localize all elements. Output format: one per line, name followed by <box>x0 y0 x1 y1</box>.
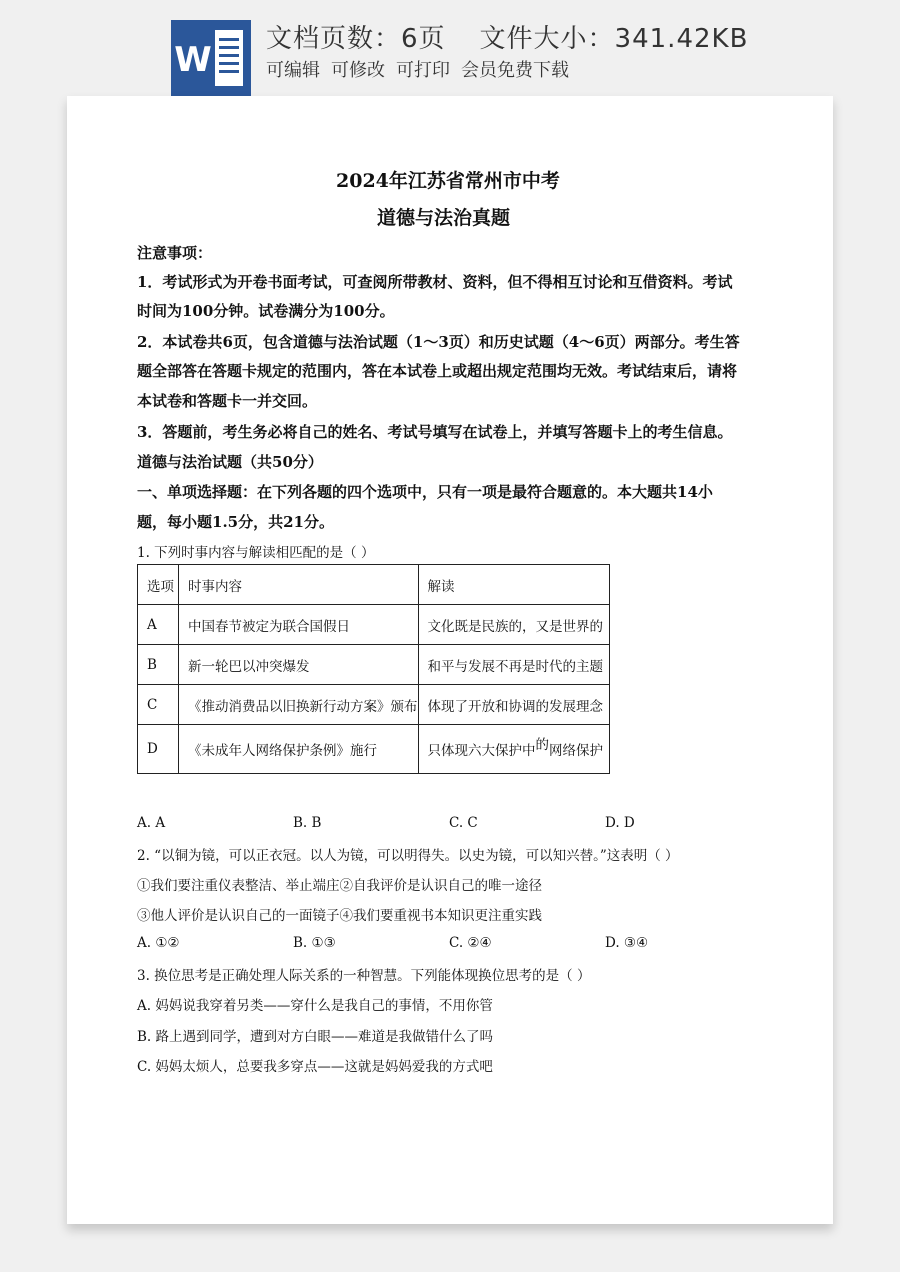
file-info <box>266 18 748 55</box>
question-2-option-d: D. ③④ <box>605 935 649 951</box>
part-1-instructions-line-2: 题，每小题1.5分，共21分。 <box>137 513 334 531</box>
table-cell: C <box>138 685 179 725</box>
question-1-option-a: A. A <box>137 815 166 831</box>
notice-2-line-1: 2．本试卷共6页，包含道德与法治试题（1～3页）和历史试题（4～6页）两部分。考生答 <box>137 333 740 351</box>
question-2-option-a: A. ①② <box>137 935 180 951</box>
svg-text:W: W <box>174 40 212 80</box>
notice-1-line-2: 时间为100分钟。试卷满分为100分。 <box>137 302 395 320</box>
table-cell: 和平与发展不再是时代的主题 <box>418 645 609 685</box>
table-row <box>138 685 610 725</box>
notice-2-line-2: 题全部答在答题卡规定的范围内，答在本试卷上或超出规定范围均无效。考试结束后，请将 <box>137 362 738 380</box>
notice-2-line-3: 本试卷和答题卡一并交回。 <box>137 392 318 410</box>
cell-text-part: 网络保护 <box>549 743 603 759</box>
document-page <box>67 96 833 1224</box>
table-row <box>138 645 610 685</box>
part-1-instructions-line-1: 一、单项选择题：在下列各题的四个选项中，只有一项是最符合题意的。本大题共14小 <box>137 483 713 501</box>
section-heading: 道德与法治试题（共50分） <box>137 453 323 471</box>
question-2-option-b: B. ①③ <box>293 935 336 951</box>
feature-list <box>266 56 580 82</box>
word-document-icon <box>171 20 251 96</box>
question-2-stem: 2. “以铜为镜，可以正衣冠。以人为镜，可以明得失。以史为镜，可以知兴替。”这表明（ ） <box>137 848 679 864</box>
question-1-option-c: C. C <box>449 815 478 831</box>
feature-member-download: 会员免费下载 <box>461 60 569 81</box>
table-cell: 文化既是民族的，又是世界的 <box>418 605 609 645</box>
table-cell: 中国春节被定为联合国假日 <box>179 605 419 645</box>
notice-3: 3．答题前，考生务必将自己的姓名、考试号填写在试卷上，并填写答题卡上的考生信息。 <box>137 423 733 441</box>
table-row <box>138 725 610 774</box>
table-cell: 《推动消费品以旧换新行动方案》颁布 <box>179 685 419 725</box>
table-header-cell: 时事内容 <box>179 565 419 605</box>
exam-subtitle: 道德与法治真题 <box>377 207 511 229</box>
table-cell: D <box>138 725 179 774</box>
table-header-cell: 选项 <box>138 565 179 605</box>
question-1-stem: 1. 下列时事内容与解读相匹配的是（ ） <box>137 545 375 561</box>
table-cell: A <box>138 605 179 645</box>
table-header-row <box>138 565 610 605</box>
table-cell: 体现了开放和协调的发展理念 <box>418 685 609 725</box>
question-1-option-d: D. D <box>605 815 635 831</box>
table-cell: B <box>138 645 179 685</box>
question-2-option-c: C. ②④ <box>449 935 492 951</box>
exam-title: 2024年江苏省常州市中考 <box>336 170 560 192</box>
page-count: 文档页数：6页 <box>266 24 446 54</box>
question-1-table <box>137 564 610 774</box>
table-header-cell: 解读 <box>418 565 609 605</box>
file-size: 文件大小：341.42KB <box>479 24 749 54</box>
feature-editable: 可编辑 <box>266 60 320 81</box>
question-1-option-b: B. B <box>293 815 322 831</box>
question-2-line-2: ③他人评价是认识自己的一面镜子④我们要重视书本知识更注重实践 <box>137 908 542 924</box>
feature-modifiable: 可修改 <box>331 60 385 81</box>
question-3-stem: 3. 换位思考是正确处理人际关系的一种智慧。下列能体现换位思考的是（ ） <box>137 968 591 984</box>
question-3-option-c: C. 妈妈太烦人，总要我多穿点——这就是妈妈爱我的方式吧 <box>137 1059 493 1075</box>
download-banner <box>0 0 900 96</box>
notice-heading: 注意事项： <box>137 244 213 262</box>
cell-text-part: 的 <box>535 737 549 753</box>
table-cell <box>418 725 609 774</box>
feature-printable: 可打印 <box>396 60 450 81</box>
table-row <box>138 605 610 645</box>
question-3-option-b: B. 路上遇到同学，遭到对方白眼——难道是我做错什么了吗 <box>137 1029 494 1045</box>
question-3-option-a: A. 妈妈说我穿着另类——穿什么是我自己的事情，不用你管 <box>137 998 493 1014</box>
table-cell: 新一轮巴以冲突爆发 <box>179 645 419 685</box>
notice-1-line-1: 1．考试形式为开卷书面考试，可查阅所带教材、资料，但不得相互讨论和互借资料。考试 <box>137 273 733 291</box>
cell-text-part: 只体现六大保护中 <box>427 743 536 759</box>
question-2-line-1: ①我们要注重仪表整洁、举止端庄②自我评价是认识自己的唯一途径 <box>137 878 542 894</box>
table-cell: 《未成年人网络保护条例》施行 <box>179 725 419 774</box>
